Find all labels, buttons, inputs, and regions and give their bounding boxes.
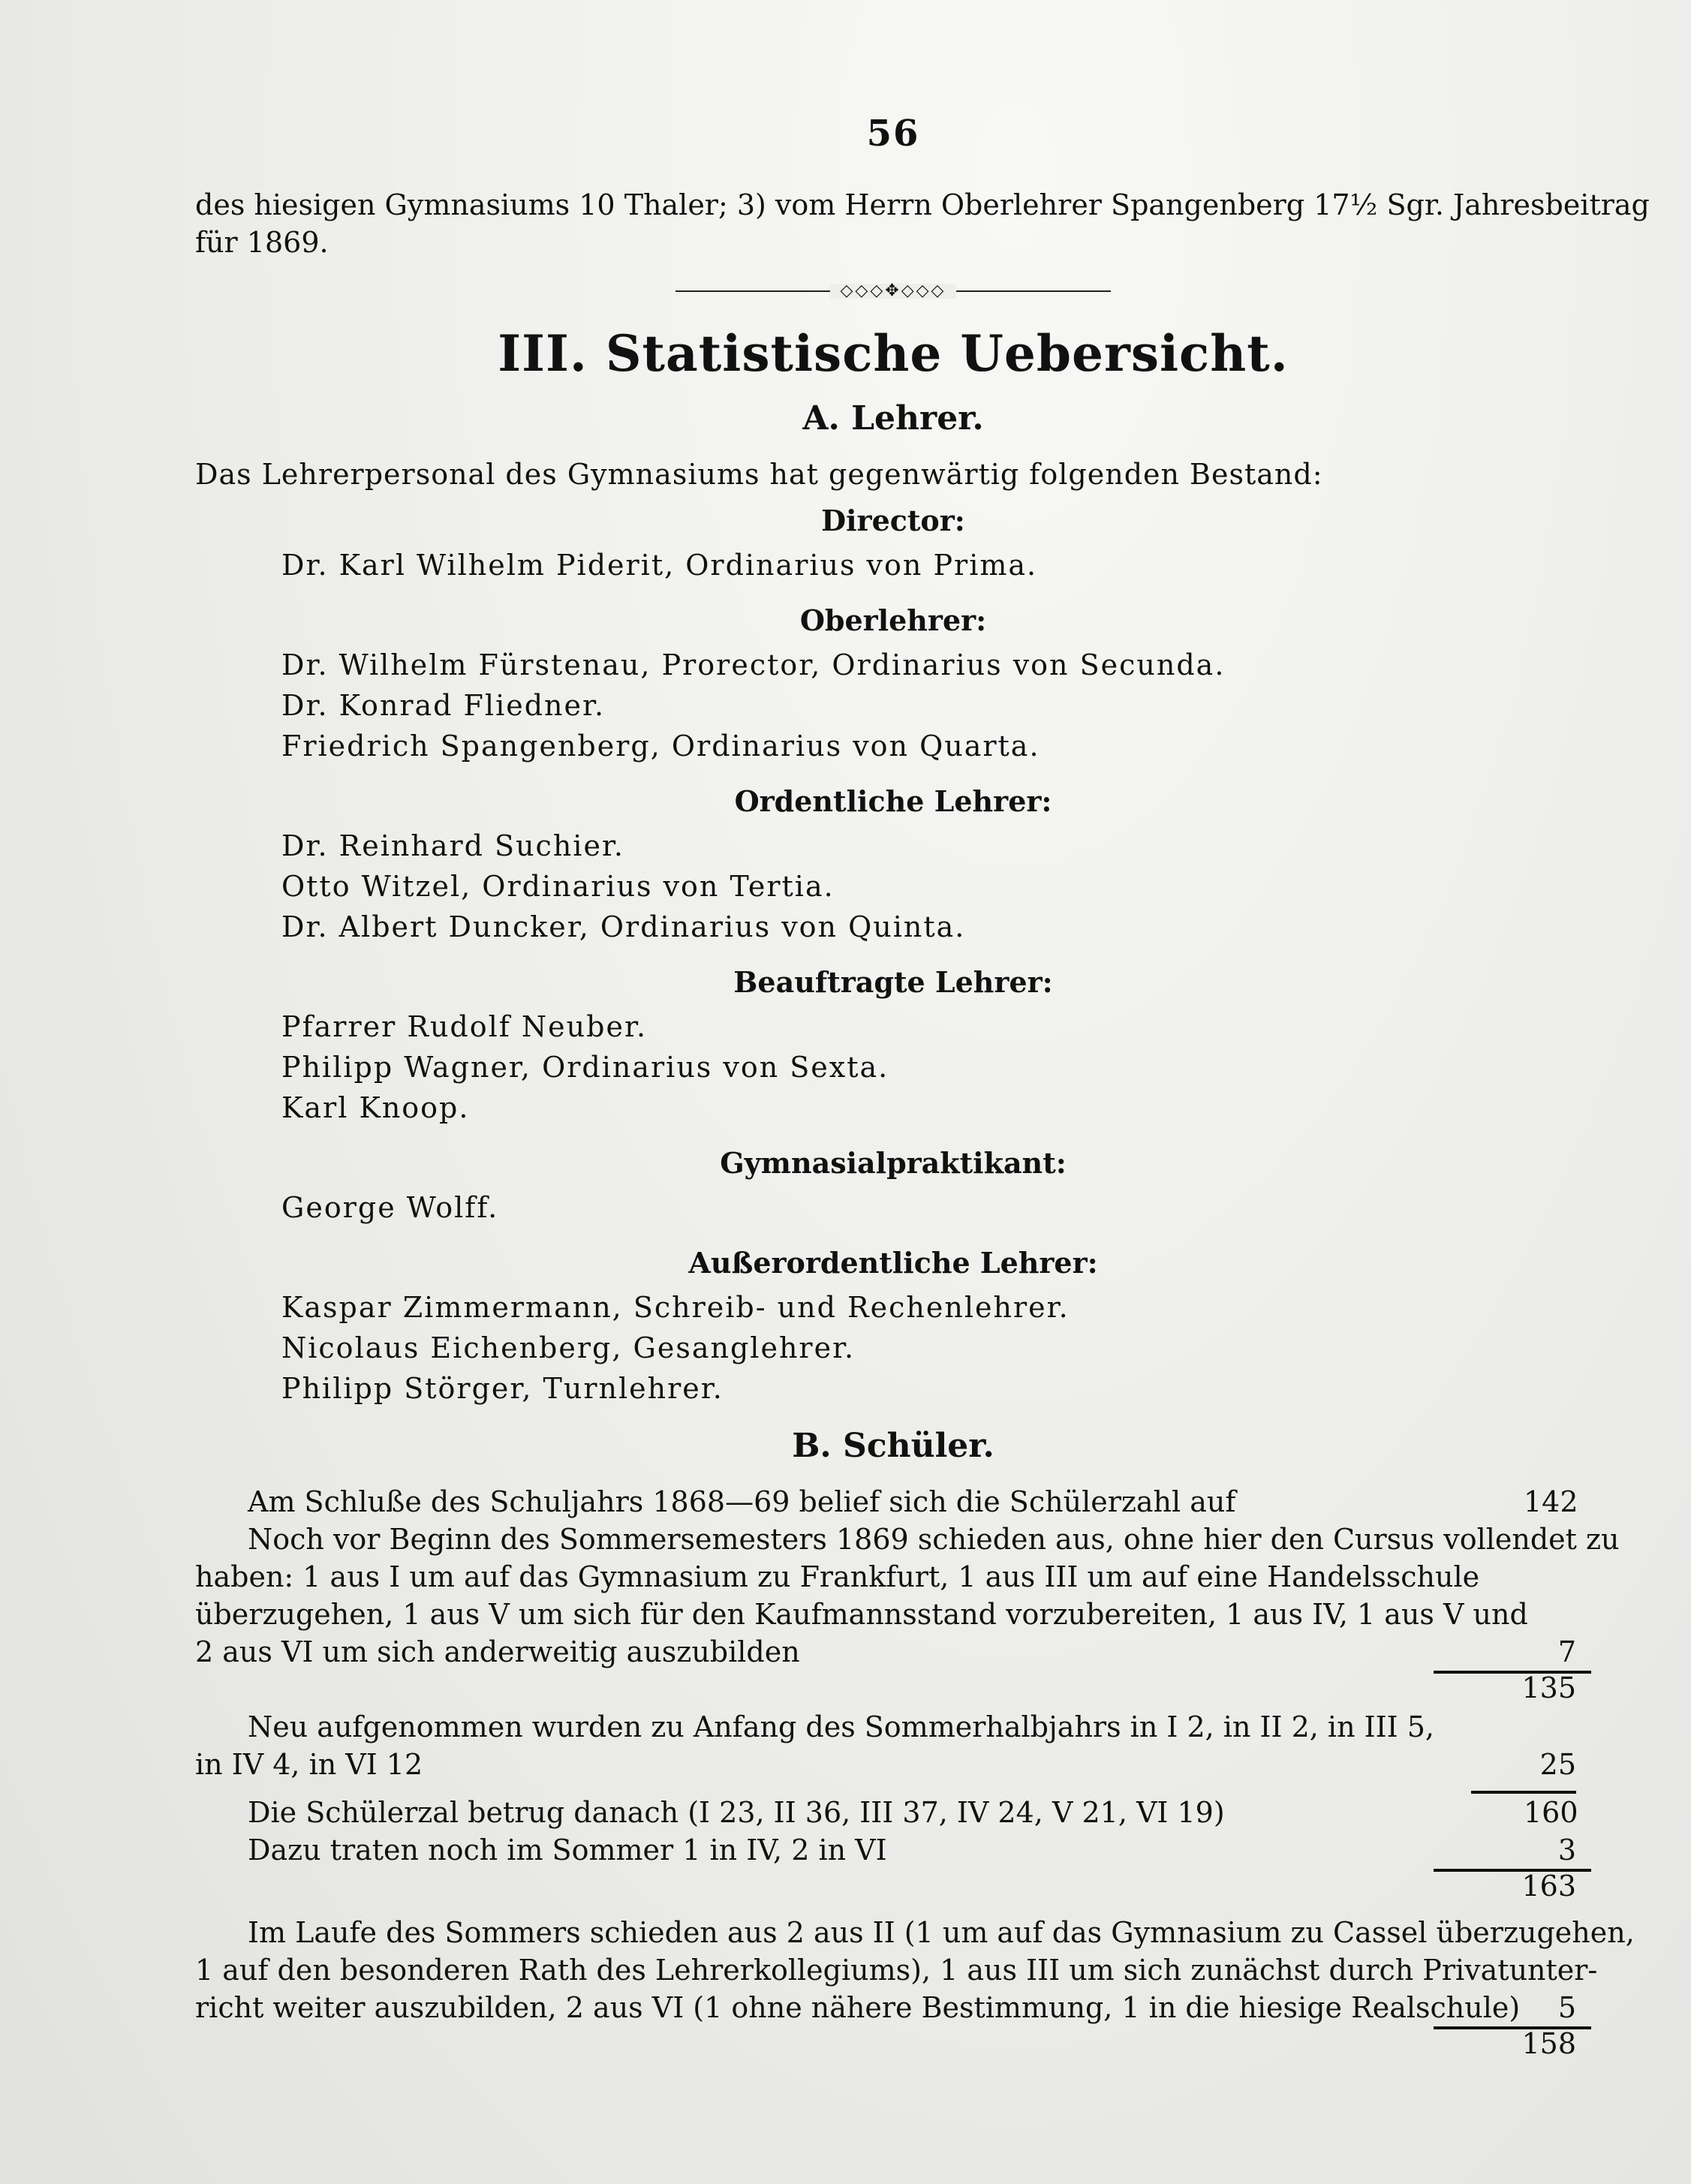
stat-text: Dazu traten noch im Sommer 1 in IV, 2 in VI bbox=[248, 1834, 887, 1867]
teacher-entry: Friedrich Spangenberg, Ordinarius von Quarta. bbox=[281, 730, 1040, 763]
group-heading: Außerordentliche Lehrer: bbox=[688, 1246, 1098, 1280]
stat-text: Im Laufe des Sommers schieden aus 2 aus II (1 um auf das Gymnasium zu Cassel überzugehen, bbox=[248, 1916, 1635, 1949]
divider-ornament: ◇◇◇✥◇◇◇ bbox=[830, 284, 957, 299]
stat-text: richt weiter auszubilden, 2 aus VI (1 ohne nähere Bestimmung, 1 in die hiesige Realschule) bbox=[195, 1991, 1521, 2024]
stat-text: haben: 1 aus I um auf das Gymnasium zu Frankfurt, 1 aus III um auf eine Handelsschule bbox=[195, 1560, 1480, 1593]
group-heading: Beauftragte Lehrer: bbox=[733, 965, 1053, 999]
page-number: 56 bbox=[866, 113, 920, 155]
stat-number: 142 bbox=[1524, 1485, 1578, 1518]
stat-text: Am Schluße des Schuljahrs 1868—69 belief sich die Schülerzahl auf bbox=[248, 1485, 1236, 1518]
stat-number: 3 bbox=[1557, 1834, 1576, 1867]
spacer bbox=[195, 1906, 1591, 1914]
teacher-entry: Philipp Wagner, Ordinarius von Sexta. bbox=[281, 1051, 889, 1084]
part-b-title: B. Schüler. bbox=[792, 1427, 994, 1465]
teacher-entry: Kaspar Zimmermann, Schreib- und Rechenlehrer. bbox=[281, 1291, 1070, 1324]
group-heading: Oberlehrer: bbox=[799, 603, 987, 637]
pupil-statistics bbox=[195, 1483, 1635, 2064]
stat-text: in IV 4, in VI 12 bbox=[195, 1748, 423, 1781]
stat-number: 7 bbox=[1557, 1635, 1576, 1668]
stat-line bbox=[195, 1558, 1591, 1596]
section-title: III. Statistische Uebersicht. bbox=[498, 324, 1289, 383]
stat-text: Neu aufgenommen wurden zu Anfang des Sommerhalbjahrs in I 2, in II 2, in III 5, bbox=[248, 1710, 1435, 1743]
teacher-group-ausserordentliche bbox=[195, 1246, 1591, 1409]
teacher-entry: Dr. Wilhelm Fürstenau, Prorector, Ordinarius von Secunda. bbox=[281, 648, 1226, 681]
subtotal-number: 135 bbox=[1521, 1671, 1576, 1704]
stat-line bbox=[195, 1989, 1591, 2026]
teacher-entry: Dr. Albert Duncker, Ordinarius von Quinta. bbox=[281, 910, 966, 943]
stat-number: 5 bbox=[1557, 1991, 1576, 2024]
subtotal-row bbox=[195, 1869, 1591, 1906]
group-heading: Director: bbox=[821, 504, 965, 537]
teacher-group-director bbox=[195, 504, 1591, 585]
stat-line bbox=[195, 1483, 1591, 1521]
subtotal-number: 163 bbox=[1521, 1870, 1576, 1903]
teacher-entry: Otto Witzel, Ordinarius von Tertia. bbox=[281, 870, 835, 903]
group-heading: Gymnasialpraktikant: bbox=[720, 1146, 1067, 1180]
stat-line bbox=[195, 1521, 1620, 1558]
teacher-entry: Pfarrer Rudolf Neuber. bbox=[281, 1010, 648, 1043]
part-a-title: A. Lehrer. bbox=[802, 399, 984, 438]
continuation-line-2: für 1869. bbox=[195, 226, 329, 259]
stat-text: 1 auf den besonderen Rath des Lehrerkollegiums), 1 aus III um sich zunächst durch Privatunter- bbox=[195, 1954, 1598, 1987]
stat-text: Die Schülerzal betrug danach (I 23, II 36, III 37, IV 24, V 21, VI 19) bbox=[248, 1796, 1225, 1829]
teacher-group-praktikant bbox=[195, 1146, 1591, 1228]
teacher-entry: George Wolff. bbox=[281, 1191, 499, 1224]
stat-line bbox=[195, 1951, 1598, 1989]
stat-text: Noch vor Beginn des Sommersemesters 1869 schieden aus, ohne hier den Cursus vollendet zu bbox=[248, 1523, 1620, 1556]
teacher-entry: Nicolaus Eichenberg, Gesanglehrer. bbox=[281, 1331, 856, 1364]
teacher-entry: Dr. Karl Wilhelm Piderit, Ordinarius von Prima. bbox=[281, 549, 1038, 582]
teacher-entry: Dr. Reinhard Suchier. bbox=[281, 829, 625, 862]
total-number: 158 bbox=[1521, 2027, 1576, 2060]
stat-line bbox=[195, 1746, 1591, 1783]
page-content bbox=[195, 113, 1650, 2064]
teacher-entry: Philipp Störger, Turnlehrer. bbox=[281, 1372, 724, 1405]
total-row bbox=[195, 2026, 1591, 2064]
stat-text: 2 aus VI um sich anderweitig auszubilden bbox=[195, 1635, 800, 1668]
teacher-entry: Karl Knoop. bbox=[281, 1091, 470, 1124]
group-heading: Ordentliche Lehrer: bbox=[734, 784, 1052, 818]
teacher-intro: Das Lehrerpersonal des Gymnasiums hat gegenwärtig folgenden Bestand: bbox=[195, 458, 1323, 491]
spacer bbox=[195, 1783, 1591, 1791]
stat-text: überzugehen, 1 aus V um sich für den Kaufmannsstand vorzubereiten, 1 aus IV, 1 aus V und bbox=[195, 1598, 1528, 1631]
stat-line bbox=[195, 1596, 1591, 1633]
stat-line bbox=[195, 1708, 1591, 1746]
subtotal-row bbox=[195, 1671, 1591, 1708]
teacher-entry: Dr. Konrad Fliedner. bbox=[281, 689, 606, 722]
stat-line bbox=[195, 1914, 1635, 1951]
continuation-line-1: des hiesigen Gymnasiums 10 Thaler; 3) vom Herrn Oberlehrer Spangenberg 17½ Sgr. Jahresbeitrag bbox=[195, 188, 1650, 221]
stat-number: 160 bbox=[1471, 1791, 1576, 1831]
teacher-group-oberlehrer bbox=[195, 603, 1591, 766]
teacher-group-beauftragte bbox=[195, 965, 1591, 1128]
stat-line bbox=[195, 1791, 1591, 1831]
stat-line bbox=[195, 1633, 1591, 1671]
teacher-group-ordentliche bbox=[195, 784, 1591, 947]
ornamental-divider bbox=[675, 281, 1111, 300]
stat-line bbox=[195, 1831, 1591, 1869]
stat-number: 25 bbox=[1539, 1748, 1576, 1781]
